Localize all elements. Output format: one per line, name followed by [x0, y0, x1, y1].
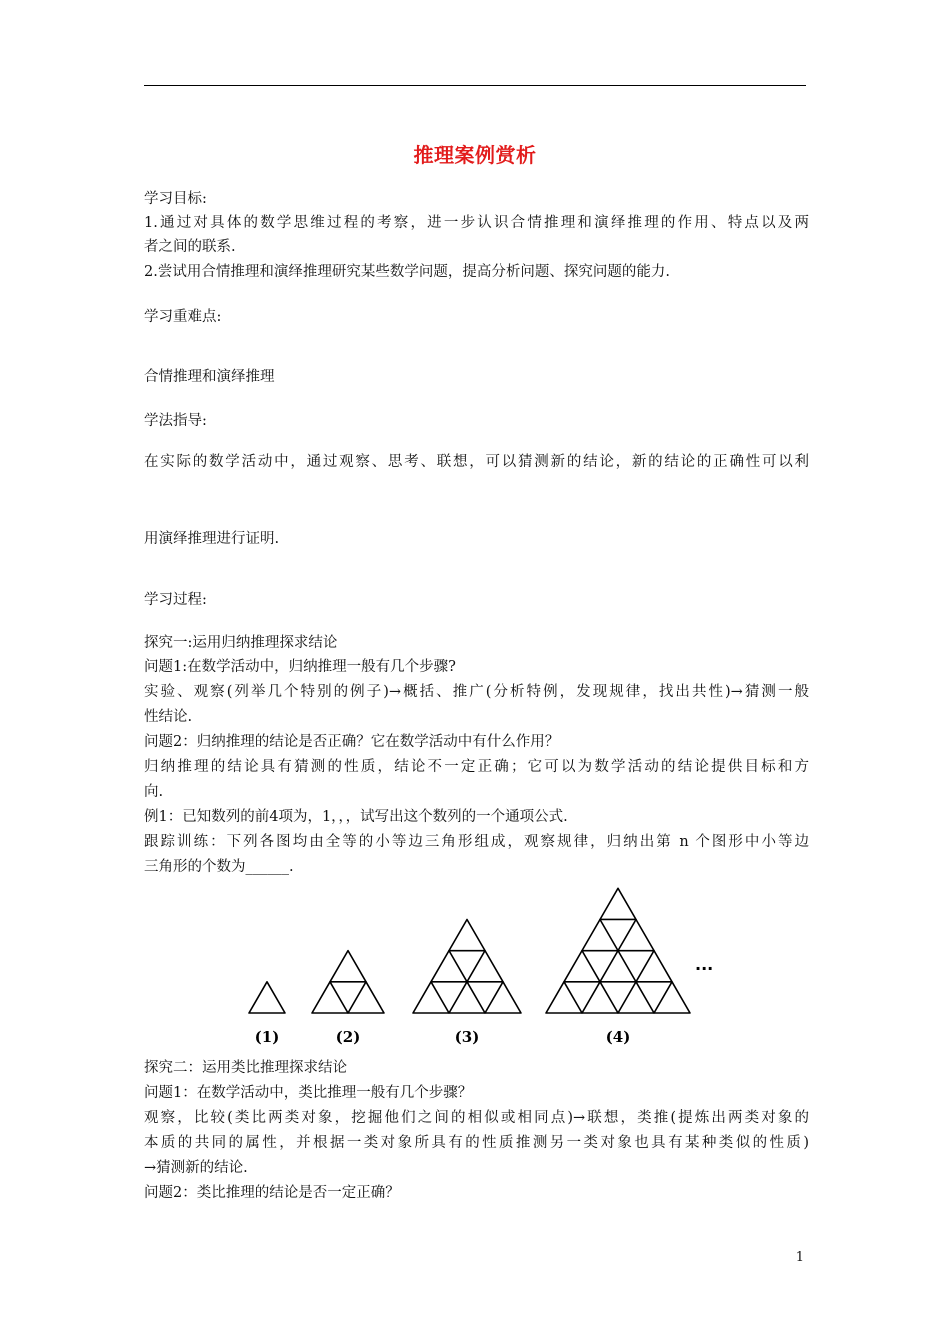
small-triangle-fig4 [600, 888, 636, 919]
small-triangle-fig4 [654, 982, 690, 1013]
explore-1-heading: 探究一:运用归纳推理探求结论 [144, 635, 338, 651]
process-heading: 学习过程: [144, 592, 207, 608]
explore-2-answer-1-line-3: →猜测新的结论. [144, 1160, 248, 1176]
explore-1-answer-1-line-2: 性结论. [144, 709, 193, 725]
explore-1-answer-2-line-2: 向. [144, 784, 164, 800]
explore-2-question-1: 问题1：在数学活动中，类比推理一般有几个步骤？ [144, 1085, 473, 1101]
small-triangle-fig1 [249, 982, 285, 1013]
tracking-exercise-line-2: 三角形的个数为______. [144, 859, 294, 875]
explore-2-answer-1-line-2: 本质的共同的属性，并根据一类对象所具有的性质推测另一类对象也具有某种类似的性质) [144, 1135, 809, 1151]
small-triangle-fig4 [582, 982, 618, 1013]
small-triangle-fig4 [618, 982, 654, 1013]
explore-1-question-2: 问题2：归纳推理的结论是否正确？它在数学活动中有什么作用？ [144, 734, 560, 750]
method-line-1: 在实际的数学活动中，通过观察、思考、联想，可以猜测新的结论，新的结论的正确性可以利 [144, 454, 809, 470]
figure-label-4: (4) [605, 1028, 631, 1046]
explore-1-answer-1-line-1: 实验、观察(列举几个特别的例子)→概括、推广(分析特例，发现规律，找出共性)→猜测一般 [144, 684, 809, 700]
explore-1-answer-2-line-1: 归纳推理的结论具有猜测的性质，结论不一定正确；它可以为数学活动的结论提供目标和方 [144, 759, 809, 775]
figure-ellipsis: ··· [695, 959, 714, 978]
small-triangle-fig4 [546, 982, 582, 1013]
explore-2-answer-1-line-1: 观察，比较(类比两类对象，挖掘他们之间的相似或相同点)→联想，类推(提炼出两类对象的 [144, 1110, 809, 1126]
explore-1-question-1: 问题1:在数学活动中，归纳推理一般有几个步骤? [144, 659, 456, 675]
goal-1-line-1: 1.通过对具体的数学思维过程的考察，进一步认识合情推理和演绎推理的作用、特点以及两 [144, 215, 809, 231]
small-triangle-fig3 [485, 982, 521, 1013]
small-triangle-fig4 [564, 951, 600, 982]
small-triangle-fig2 [330, 951, 366, 982]
small-triangle-fig3 [413, 982, 449, 1013]
page-number: 1 [795, 1250, 804, 1265]
header-rule [144, 85, 806, 86]
key-points-text: 合情推理和演绎推理 [144, 369, 275, 385]
small-triangle-fig2 [312, 982, 348, 1013]
tracking-exercise-line-1: 跟踪训练：下列各图均由全等的小等边三角形组成，观察规律，归纳出第 n 个图形中小等边 [144, 834, 809, 850]
small-triangle-fig3 [431, 951, 467, 982]
goals-heading: 学习目标: [144, 191, 207, 207]
small-triangle-fig4 [600, 951, 636, 982]
figure-label-3: (3) [454, 1028, 480, 1046]
small-triangle-fig4 [618, 919, 654, 950]
small-triangle-fig2 [348, 982, 384, 1013]
small-triangle-fig3 [449, 919, 485, 950]
goal-2: 2.尝试用合情推理和演绎推理研究某些数学问题，提高分析问题、探究问题的能力. [144, 264, 670, 280]
explore-2-heading: 探究二：运用类比推理探求结论 [144, 1060, 347, 1076]
small-triangle-fig3 [449, 982, 485, 1013]
explore-2-question-2: 问题2：类比推理的结论是否一定正确？ [144, 1185, 400, 1201]
page-title: 推理案例赏析 [413, 143, 537, 167]
key-points-heading: 学习重难点: [144, 309, 222, 325]
example-1: 例1：已知数列的前4项为，1，，，试写出这个数列的一个通项公式. [144, 809, 568, 825]
goal-1-line-2: 者之间的联系. [144, 239, 236, 255]
small-triangle-fig4 [582, 919, 618, 950]
triangle-pattern-figure [240, 880, 720, 1055]
small-triangle-fig4 [636, 951, 672, 982]
small-triangle-fig3 [467, 951, 503, 982]
method-heading: 学法指导: [144, 413, 207, 429]
figure-label-1: (1) [254, 1028, 280, 1046]
figure-label-2: (2) [335, 1028, 361, 1046]
method-line-2: 用演绎推理进行证明. [144, 531, 280, 547]
